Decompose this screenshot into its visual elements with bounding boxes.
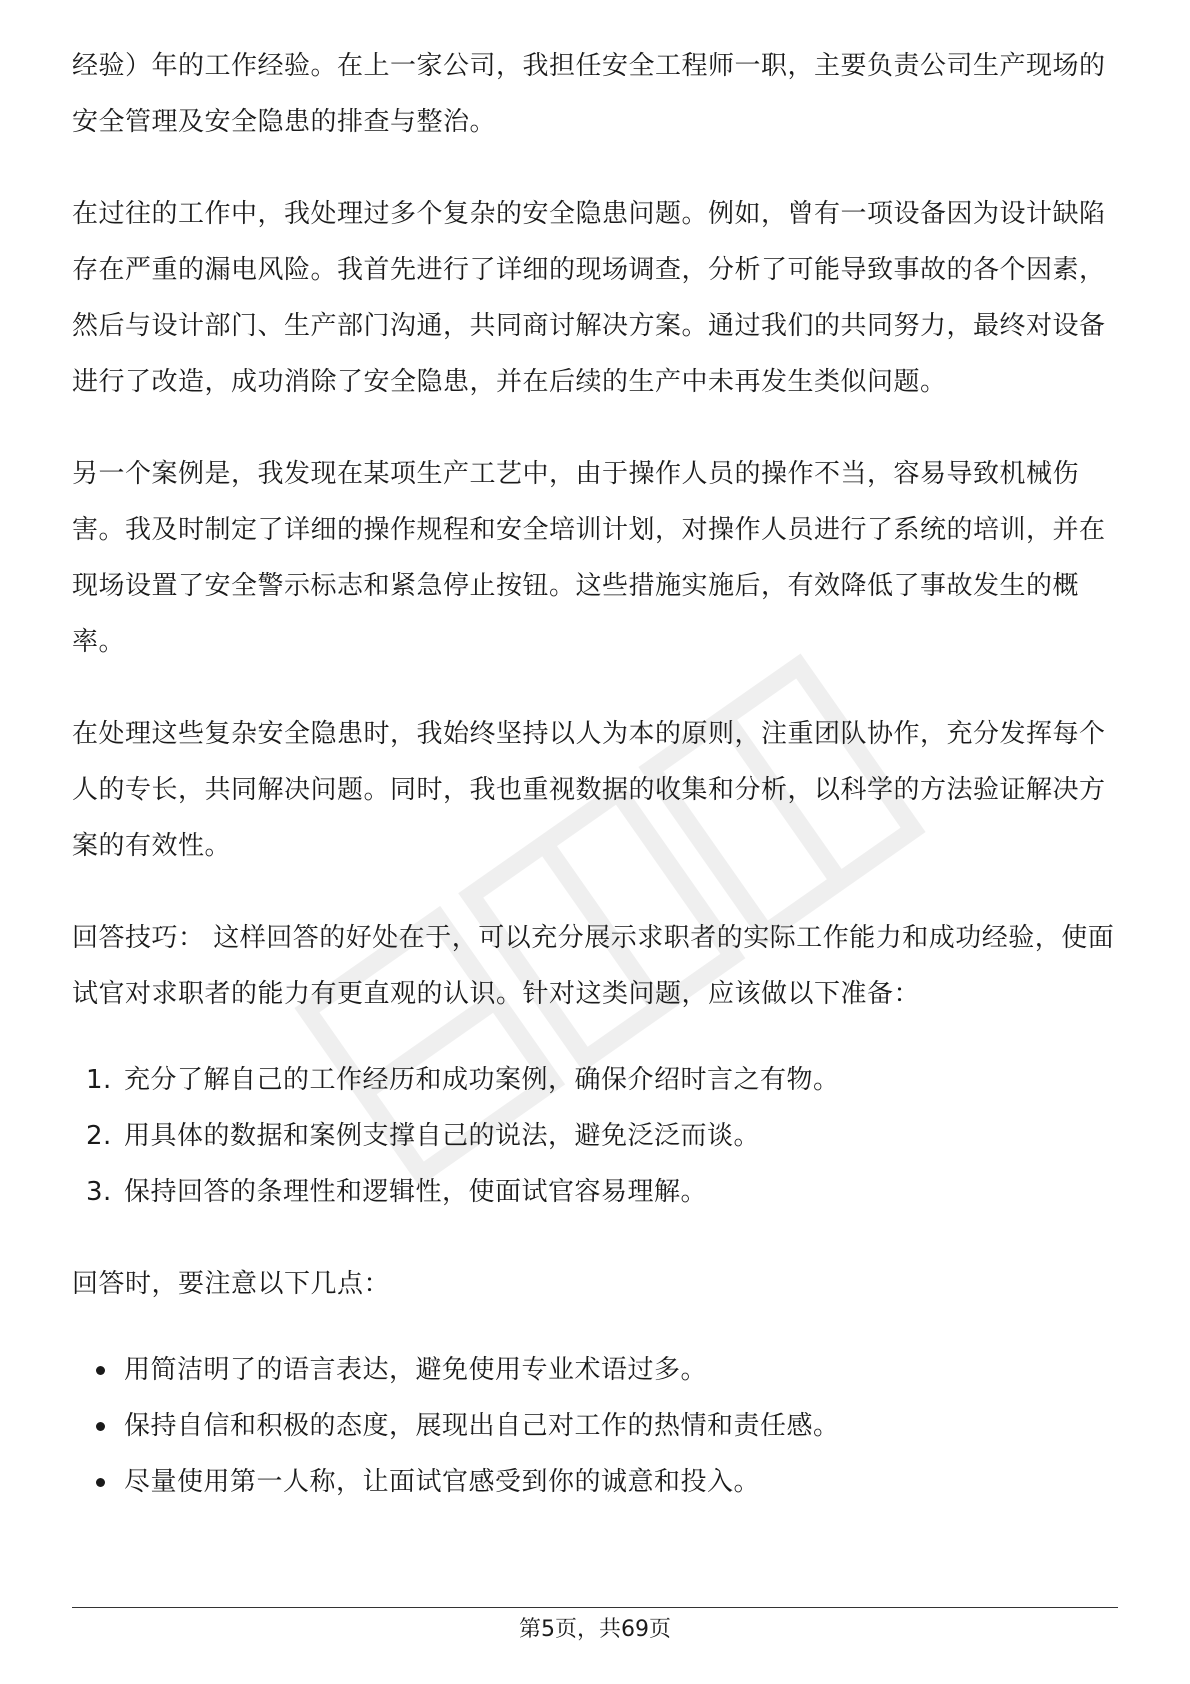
list-item-text: 保持回答的条理性和逻辑性，使面试官容易理解。: [124, 1177, 708, 1207]
list-item-text: 尽量使用第一人称，让面试官感受到你的诚意和投入。: [124, 1467, 761, 1497]
bullet-icon: [96, 1478, 105, 1487]
list-marker: 3.: [86, 1177, 112, 1207]
list-item: [72, 1164, 1118, 1220]
paragraph-experience-intro: 经验）年的工作经验。在上一家公司，我担任安全工程师一职，主要负责公司生产现场的安全管理及安全隐患的排查与整治。: [72, 51, 1106, 137]
list-marker: 2.: [86, 1121, 112, 1151]
prep-list: [72, 1052, 1118, 1220]
bullet-icon: [96, 1422, 105, 1431]
list-item: [72, 1108, 1118, 1164]
list-marker: 1.: [86, 1065, 112, 1095]
paragraph-case-electric-leak: 在过往的工作中，我处理过多个复杂的安全隐患问题。例如，曾有一项设备因为设计缺陷存在严重的漏电风险。我首先进行了详细的现场调查，分析了可能导致事故的各个因素，然后与设计部门、生产部门沟通，共同商讨解决方案。通过我们的共同努力，最终对设备进行了改造，成功消除了安全隐患，并在后续的生产中未再发生类似问题。: [72, 199, 1106, 397]
list-item: [72, 1454, 1118, 1510]
bullet-icon: [96, 1366, 105, 1375]
paragraph-principles: 在处理这些复杂安全隐患时，我始终坚持以人为本的原则，注重团队协作，充分发挥每个人的专长，共同解决问题。同时，我也重视数据的收集和分析，以科学的方法验证解决方案的有效性。: [72, 719, 1106, 861]
notes-list: [72, 1342, 1118, 1510]
list-item: [72, 1052, 1118, 1108]
list-item: [72, 1342, 1118, 1398]
list-item-text: 用具体的数据和案例支撑自己的说法，避免泛泛而谈。: [124, 1121, 761, 1151]
document-page: [72, 38, 1118, 1510]
page-number: 第5页，共69页: [519, 1617, 671, 1642]
paragraph-answer-tips: 回答技巧： 这样回答的好处在于，可以充分展示求职者的实际工作能力和成功经验，使面试官对求职者的能力有更直观的认识。针对这类问题，应该做以下准备：: [72, 923, 1115, 1009]
list-item: [72, 1398, 1118, 1454]
list-item-text: 充分了解自己的工作经历和成功案例，确保介绍时言之有物。: [124, 1065, 840, 1095]
paragraph-notes-heading: 回答时，要注意以下几点：: [72, 1269, 391, 1299]
footer-divider: [72, 1607, 1118, 1608]
paragraph-case-mechanical-injury: 另一个案例是，我发现在某项生产工艺中，由于操作人员的操作不当，容易导致机械伤害。我及时制定了详细的操作规程和安全培训计划，对操作人员进行了系统的培训，并在现场设置了安全警示标志和紧急停止按钮。这些措施实施后，有效降低了事故发生的概率。: [72, 459, 1106, 657]
list-item-text: 用简洁明了的语言表达，避免使用专业术语过多。: [124, 1355, 708, 1385]
list-item-text: 保持自信和积极的态度，展现出自己对工作的热情和责任感。: [124, 1411, 840, 1441]
